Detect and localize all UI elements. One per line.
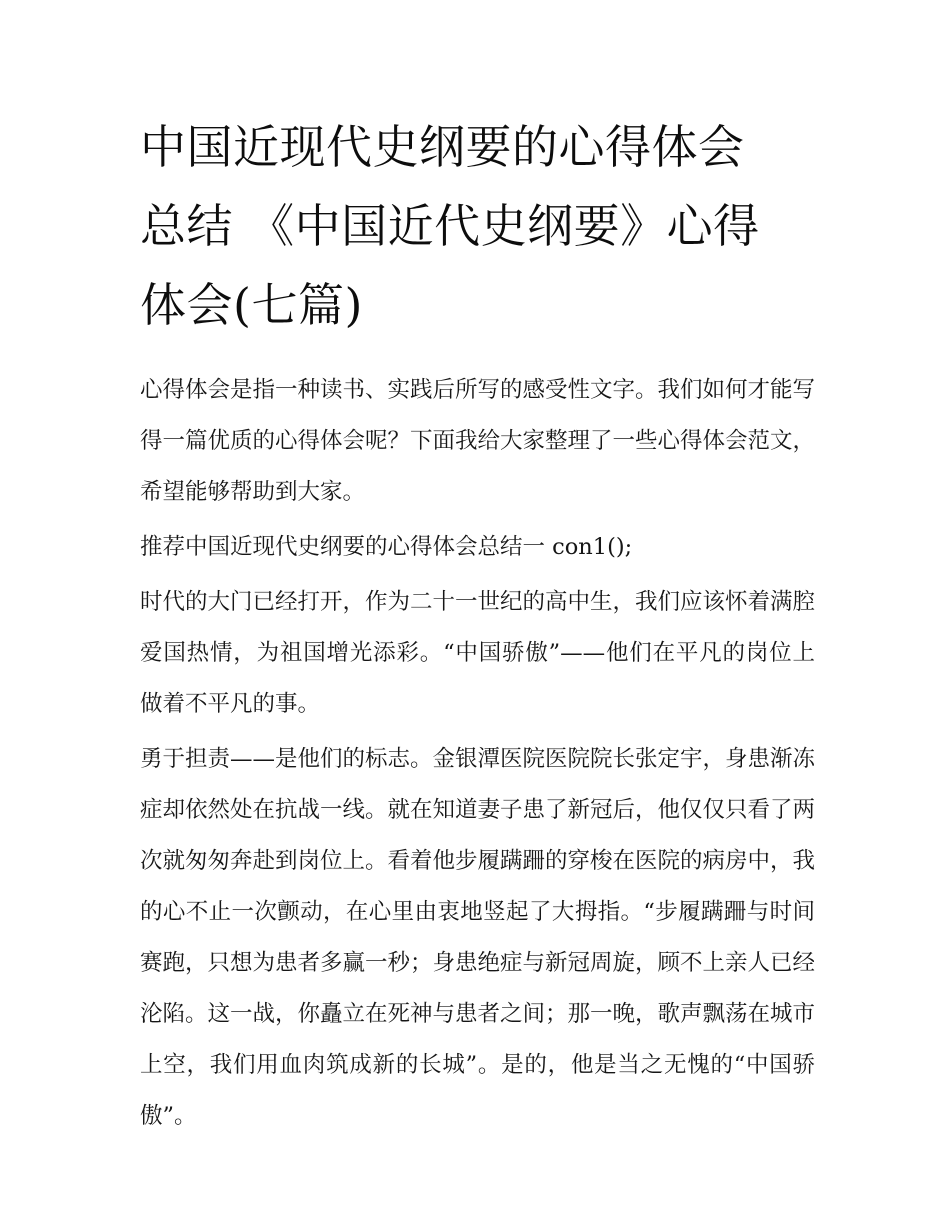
title-line-1: 中国近现代史纲要的心得体会 bbox=[140, 120, 745, 174]
title-line-2: 总结 《中国近代史纲要》心得 bbox=[140, 199, 760, 253]
document-page bbox=[140, 108, 815, 1146]
section-heading: 推荐中国近现代史纲要的心得体会总结一 con1(); bbox=[140, 534, 633, 560]
title-line-3: 体会(七篇) bbox=[140, 278, 363, 332]
body-paragraph: 时代的大门已经打开，作为二十一世纪的高中生，我们应该怀着满腔爱国热情，为祖国增光添彩。“中国骄傲”——他们在平凡的岗位上做着不平凡的事。 bbox=[140, 589, 816, 717]
document-title bbox=[140, 108, 815, 345]
intro-paragraph: 心得体会是指一种读书、实践后所写的感受性文字。我们如何才能写得一篇优质的心得体会呢？下面我给大家整理了一些心得体会范文，希望能够帮助到大家。 bbox=[140, 377, 816, 505]
body-paragraph: 勇于担责——是他们的标志。金银潭医院医院院长张定宇，身患渐冻症却依然处在抗战一线。就在知道妻子患了新冠后，他仅仅只看了两次就匆匆奔赴到岗位上。看着他步履蹒跚的穿梭在医院的病房中，我的心不止一次颤动，在心里由衷地竖起了大拇指。“步履蹒跚与时间赛跑，只想为患者多赢一秒；身患绝症与新冠周旋，顾不上亲人已经沦陷。这一战，你矗立在死神与患者之间；那一晚，歌声飘荡在城市上空，我们用血肉筑成新的长城”。是的，他是当之无愧的“中国骄傲”。 bbox=[140, 746, 816, 1129]
document-body bbox=[140, 365, 815, 1142]
